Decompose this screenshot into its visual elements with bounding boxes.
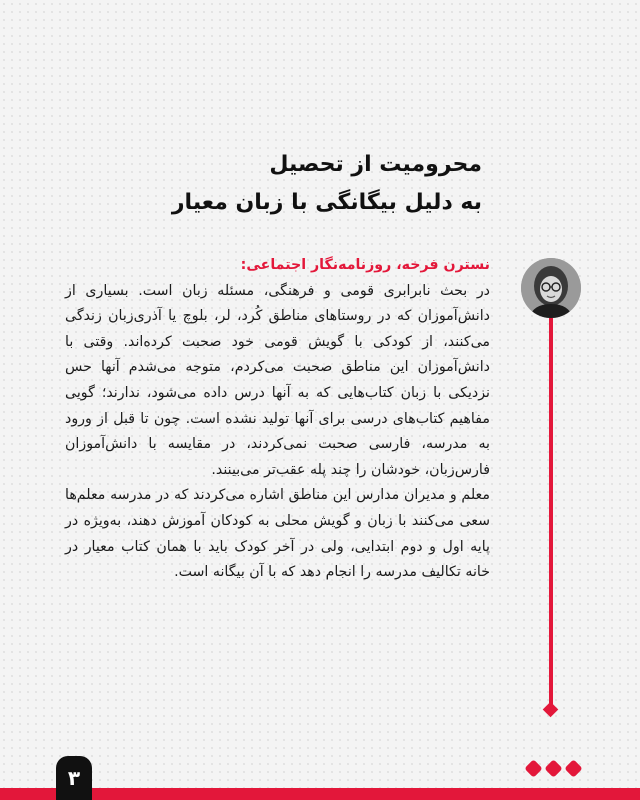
author-avatar xyxy=(521,258,581,318)
timeline-line xyxy=(549,318,553,708)
title-line-1: محرومیت از تحصیل xyxy=(269,152,482,177)
decorative-diamonds xyxy=(525,760,582,778)
timeline-end-marker xyxy=(543,702,559,718)
article-title xyxy=(62,146,482,222)
paragraph-2: معلم و مدیران مدارس این مناطق اشاره می‌کردند که در مدرسه معلم‌ها سعی می‌کنند با زبان و گویش محلی به کودکان آموزش دهند، به‌ویژه در پایه اول و دوم ابتدایی، ولی در آخر کودک باید با همان کتاب معیار در خانه تکالیف مدرسه را انجام دهد که با آن بیگانه است. xyxy=(65,487,490,581)
bottom-accent-bar xyxy=(0,788,640,800)
diamond-icon xyxy=(564,759,582,777)
article-body xyxy=(65,253,490,586)
title-line-2: به دلیل بیگانگی با زبان معیار xyxy=(171,190,482,215)
diamond-icon xyxy=(544,759,562,777)
author-byline: نسترن فرخه، روزنامه‌نگار اجتماعی: xyxy=(240,257,490,273)
page-number: ۳ xyxy=(56,756,92,800)
author-photo-icon xyxy=(521,258,581,318)
diamond-icon xyxy=(524,759,542,777)
paragraph-1: در بحث نابرابری قومی و فرهنگی، مسئله زبان است. بسیاری از دانش‌آموزان که در روستاهای مناطق کُرد، لر، بلوچ یا آذری‌زبان زندگی می‌کنند، از کودکی با گویش قومی خود صحبت کرده‌اند. وقتی با دانش‌آموزان این مناطق صحبت می‌کردم، متوجه می‌شدم آنها حس نزدیکی با زبان کتاب‌هایی که به آنها درس داده می‌شود، ندارند؛ گویی مفاهیم کتاب‌های درسی برای آنها تولید نشده است. چون تا قبل از ورود به مدرسه، فارسی صحبت نمی‌کردند، در مقایسه با دانش‌آموزان فارس‌زبان، خودشان را چند پله عقب‌تر می‌بینند. xyxy=(65,282,490,478)
